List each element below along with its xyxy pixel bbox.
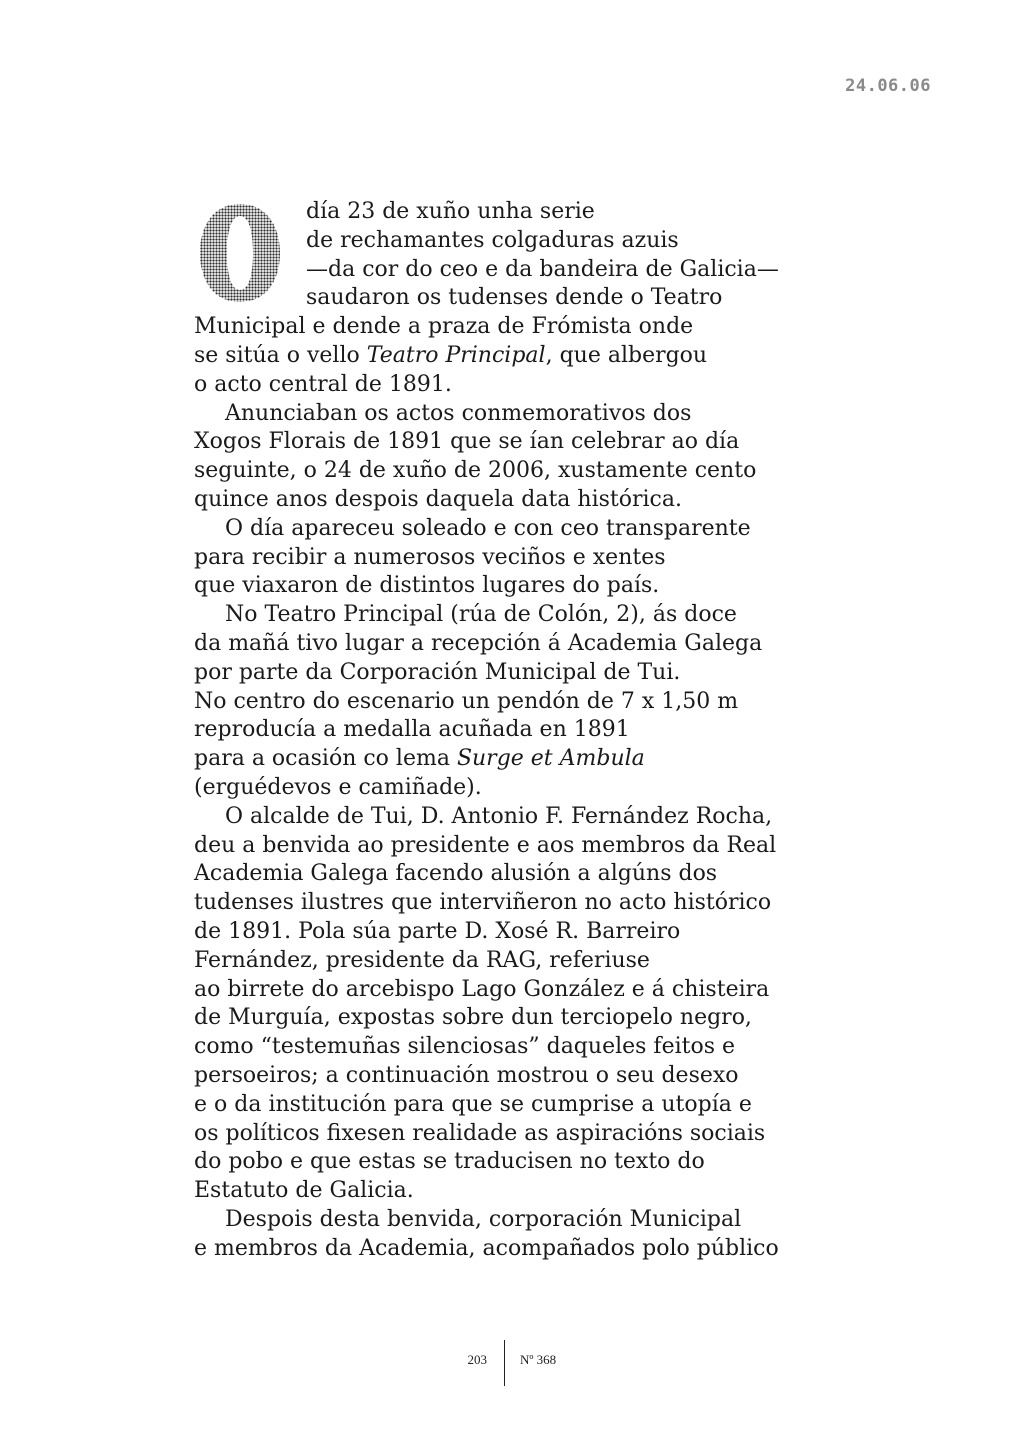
text-line: día 23 de xuño unha serie [306,199,595,224]
article-body [194,198,844,1263]
text-line: do pobo e que estas se traducisen no texto do [194,1149,705,1175]
line-text: , que albergou [545,342,708,368]
text-line: No Teatro Principal (rúa de Colón, 2), ás doce [225,602,737,628]
text-line: deu a benvida ao presidente e aos membros da Real [194,832,777,858]
line-text: para a ocasión co lema [194,746,457,772]
issue-number: Nº 368 [520,1352,557,1367]
text-line: —da cor do ceo e da bandeira de Galicia— [306,256,779,282]
italic-title: Teatro Principal [366,342,546,368]
text-line: que viaxaron de distintos lugares do país. [194,573,660,599]
issue-date: 24.06.06 [845,76,931,96]
text-line: de rechamantes colgaduras azuis [306,227,679,253]
line-text: se sitúa o vello [194,342,367,368]
text-line: O día apareceu soleado e con ceo transparente [225,515,751,541]
text-line: quince anos despois daquela data histórica. [194,486,682,512]
text-line: para recibir a numerosos veciños e xentes [194,544,666,570]
text-line: saudaron os tudenses dende o Teatro [306,285,723,311]
text-line: como “testemuñas silenciosas” daqueles feitos e [194,1034,736,1060]
text-line: Estatuto de Galicia. [194,1178,414,1204]
text-line [194,342,844,371]
text-line: Anunciaban os actos conmemorativos dos [225,400,692,426]
italic-title: Surge et Ambula [456,746,645,772]
text-line: e membros da Academia, acompañados polo público [194,1235,779,1261]
article-text [194,198,844,1263]
text-line: reproducía a medalla acuñada en 1891 [194,717,630,743]
text-line: tudenses ilustres que interviñeron no acto histórico [194,890,772,916]
text-line: da mañá tivo lugar a recepción á Academia Galega [194,630,763,656]
text-line: de Murguía, expostas sobre dun terciopelo negro, [194,1005,752,1031]
text-line: de 1891. Pola súa parte D. Xosé R. Barreiro [194,918,681,944]
text-line: ao birrete do arcebispo Lago González e á chisteira [194,976,770,1002]
text-line: Municipal e dende a praza de Frómista onde [194,314,694,340]
text-line: persoeiros; a continuación mostrou o seu desexo [194,1062,739,1088]
dropcap-letter-o [194,202,286,304]
text-line [194,745,844,774]
text-line: Xogos Florais de 1891 que se ían celebrar ao día [194,429,740,455]
text-line: (erguédevos e camiñade). [194,774,482,800]
text-line: seguinte, o 24 de xuño de 2006, xustamente cento [194,458,757,484]
text-line: e o da institución para que se cumprise a utopía e [194,1091,752,1117]
text-line: Fernández, presidente da RAG, referiuse [194,947,650,973]
text-line: os políticos fixesen realidade as aspiracións sociais [194,1120,766,1146]
text-line: Academia Galega facendo alusión a algúns dos [194,861,718,887]
text-line: o acto central de 1891. [194,371,452,397]
page-number: 203 [467,1352,487,1367]
text-line: O alcalde de Tui, D. Antonio F. Fernández Rocha, [225,803,773,829]
page-footer [0,1340,1010,1388]
text-line: por parte da Corporación Municipal de Tui. [194,659,681,685]
footer-divider [504,1340,505,1386]
text-line: No centro do escenario un pendón de 7 x 1,50 m [194,688,739,714]
text-line: Despois desta benvida, corporación Municipal [225,1206,742,1232]
